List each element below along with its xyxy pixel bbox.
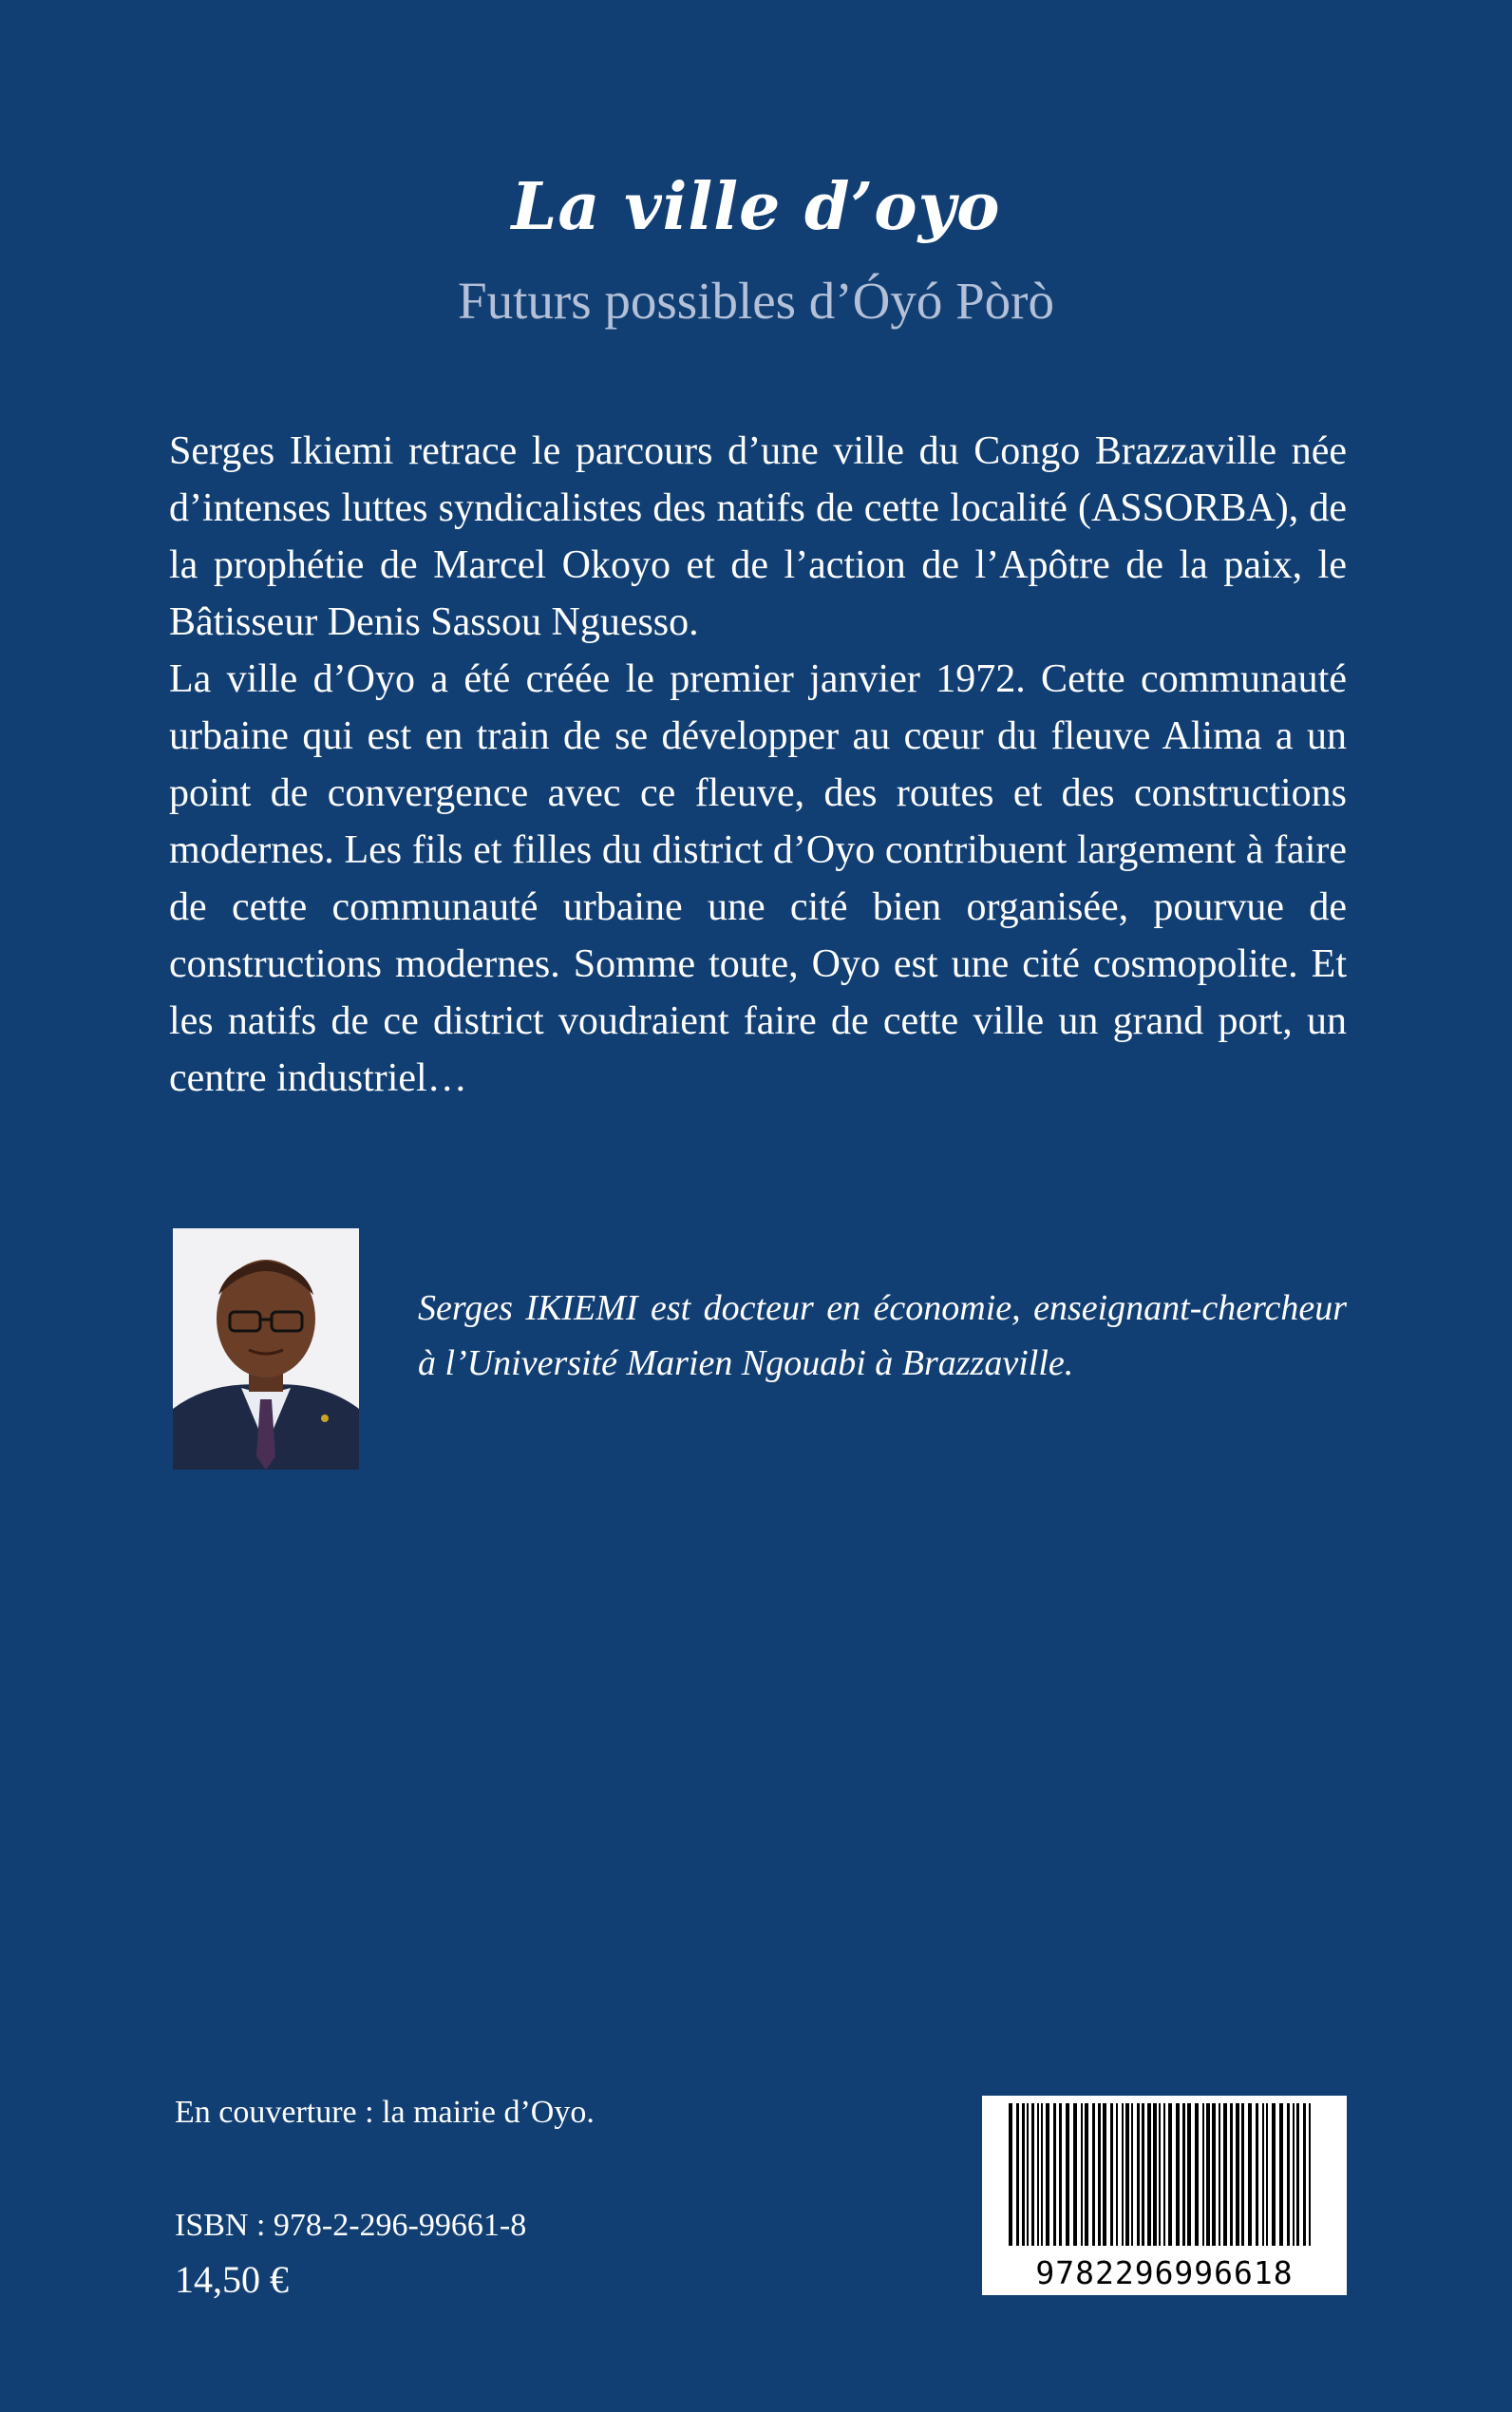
barcode-bar <box>1256 2103 1258 2246</box>
barcode-bar <box>1262 2103 1264 2246</box>
barcode-bar <box>1022 2103 1025 2246</box>
summary-paragraph-1: Serges Ikiemi retrace le parcours d’une ville du Congo Brazzaville née d’intenses luttes syndicalistes des natifs de cette localité (ASSORBA), de la prophétie de Marcel Okoyo et de l’action de l’Apôtre de la paix, le Bâtisseur Denis Sassou Nguesso. <box>169 429 1347 644</box>
barcode-bar <box>1212 2103 1216 2246</box>
barcode <box>982 2096 1347 2295</box>
author-portrait-image <box>173 1228 359 1470</box>
barcode-bar <box>1122 2103 1124 2246</box>
author-photo <box>173 1228 359 1470</box>
barcode-number: 9782296996618 <box>1035 2254 1294 2291</box>
barcode-bar <box>1053 2103 1056 2246</box>
summary-text <box>169 423 1347 1107</box>
barcode-bar <box>1248 2103 1252 2246</box>
barcode-bar <box>1059 2103 1062 2246</box>
barcode-bar <box>1287 2103 1290 2246</box>
barcode-bar <box>1142 2103 1144 2246</box>
barcode-bar <box>1241 2103 1244 2246</box>
barcode-bar <box>1131 2103 1133 2246</box>
book-subtitle: Futurs possibles d’Óyó Pòrò <box>458 272 1054 330</box>
barcode-bar <box>1272 2103 1276 2246</box>
author-bio: Serges IKIEMI est docteur en économie, enseignant-chercheur à l’Université Marien Ngouabi à Brazzaville. <box>418 1288 1347 1383</box>
barcode-bar <box>1085 2103 1088 2246</box>
barcode-bar <box>1092 2103 1095 2246</box>
barcode-bar <box>1031 2103 1034 2246</box>
barcode-bar <box>1163 2103 1165 2246</box>
barcode-bar <box>1103 2103 1106 2246</box>
barcode-bar <box>1116 2103 1118 2246</box>
cover-note: En couverture : la mairie d’Oyo. <box>175 2095 595 2130</box>
barcode-bar <box>1266 2103 1268 2246</box>
barcode-bar <box>1137 2103 1140 2246</box>
barcode-bar <box>1098 2103 1101 2246</box>
barcode-bar <box>1159 2103 1161 2246</box>
barcode-bar <box>1195 2103 1199 2246</box>
barcode-bar <box>1296 2103 1299 2246</box>
barcode-bar <box>1236 2103 1239 2246</box>
barcode-bar <box>1206 2103 1210 2246</box>
isbn: ISBN : 978-2-296-99661-8 <box>175 2208 527 2243</box>
barcode-bar <box>1223 2103 1227 2246</box>
barcode-bar <box>1168 2103 1172 2246</box>
barcode-bar <box>1293 2103 1295 2246</box>
barcode-bar <box>1202 2103 1204 2246</box>
barcode-bar <box>1037 2103 1039 2246</box>
barcode-bar <box>1125 2103 1129 2246</box>
barcode-bar <box>1230 2103 1233 2246</box>
barcode-bar <box>1110 2103 1113 2246</box>
barcode-bar <box>1309 2103 1311 2246</box>
barcode-bar <box>1147 2103 1151 2246</box>
barcode-bar <box>1009 2103 1012 2246</box>
barcode-bar <box>1046 2103 1049 2246</box>
barcode-bar <box>1279 2103 1283 2246</box>
barcode-bar <box>1176 2103 1180 2246</box>
barcode-bar <box>1219 2103 1220 2246</box>
barcode-bar <box>1182 2103 1185 2246</box>
book-title: La ville d’oyo <box>511 169 1001 245</box>
barcode-bar <box>1081 2103 1083 2246</box>
summary-paragraph-2: La ville d’Oyo a été créée le premier janvier 1972. Cette communauté urbaine qui est en train de se développer au cœur du fleuve Alima a un point de convergence avec ce fleuve, des routes et des constructions modernes. Les fils et filles du district d’Oyo contribuent largement à faire de cette communauté urbaine une cité bien organisée, pourvue de constructions modernes. Somme toute, Oyo est une cité cosmopolite. Et les natifs de ce district voudraient faire de cette ville un grand port, un centre industriel… <box>169 657 1347 1100</box>
barcode-bar <box>1041 2103 1043 2246</box>
barcode-bar <box>1027 2103 1029 2246</box>
price: 14,50 € <box>175 2258 289 2301</box>
barcode-bar <box>1073 2103 1077 2246</box>
barcode-bar <box>1187 2103 1191 2246</box>
barcode-bar <box>1066 2103 1069 2246</box>
barcode-bar <box>1016 2103 1019 2246</box>
barcode-bar <box>1303 2103 1306 2246</box>
barcode-bars <box>982 2103 1347 2260</box>
barcode-bar <box>1153 2103 1157 2246</box>
